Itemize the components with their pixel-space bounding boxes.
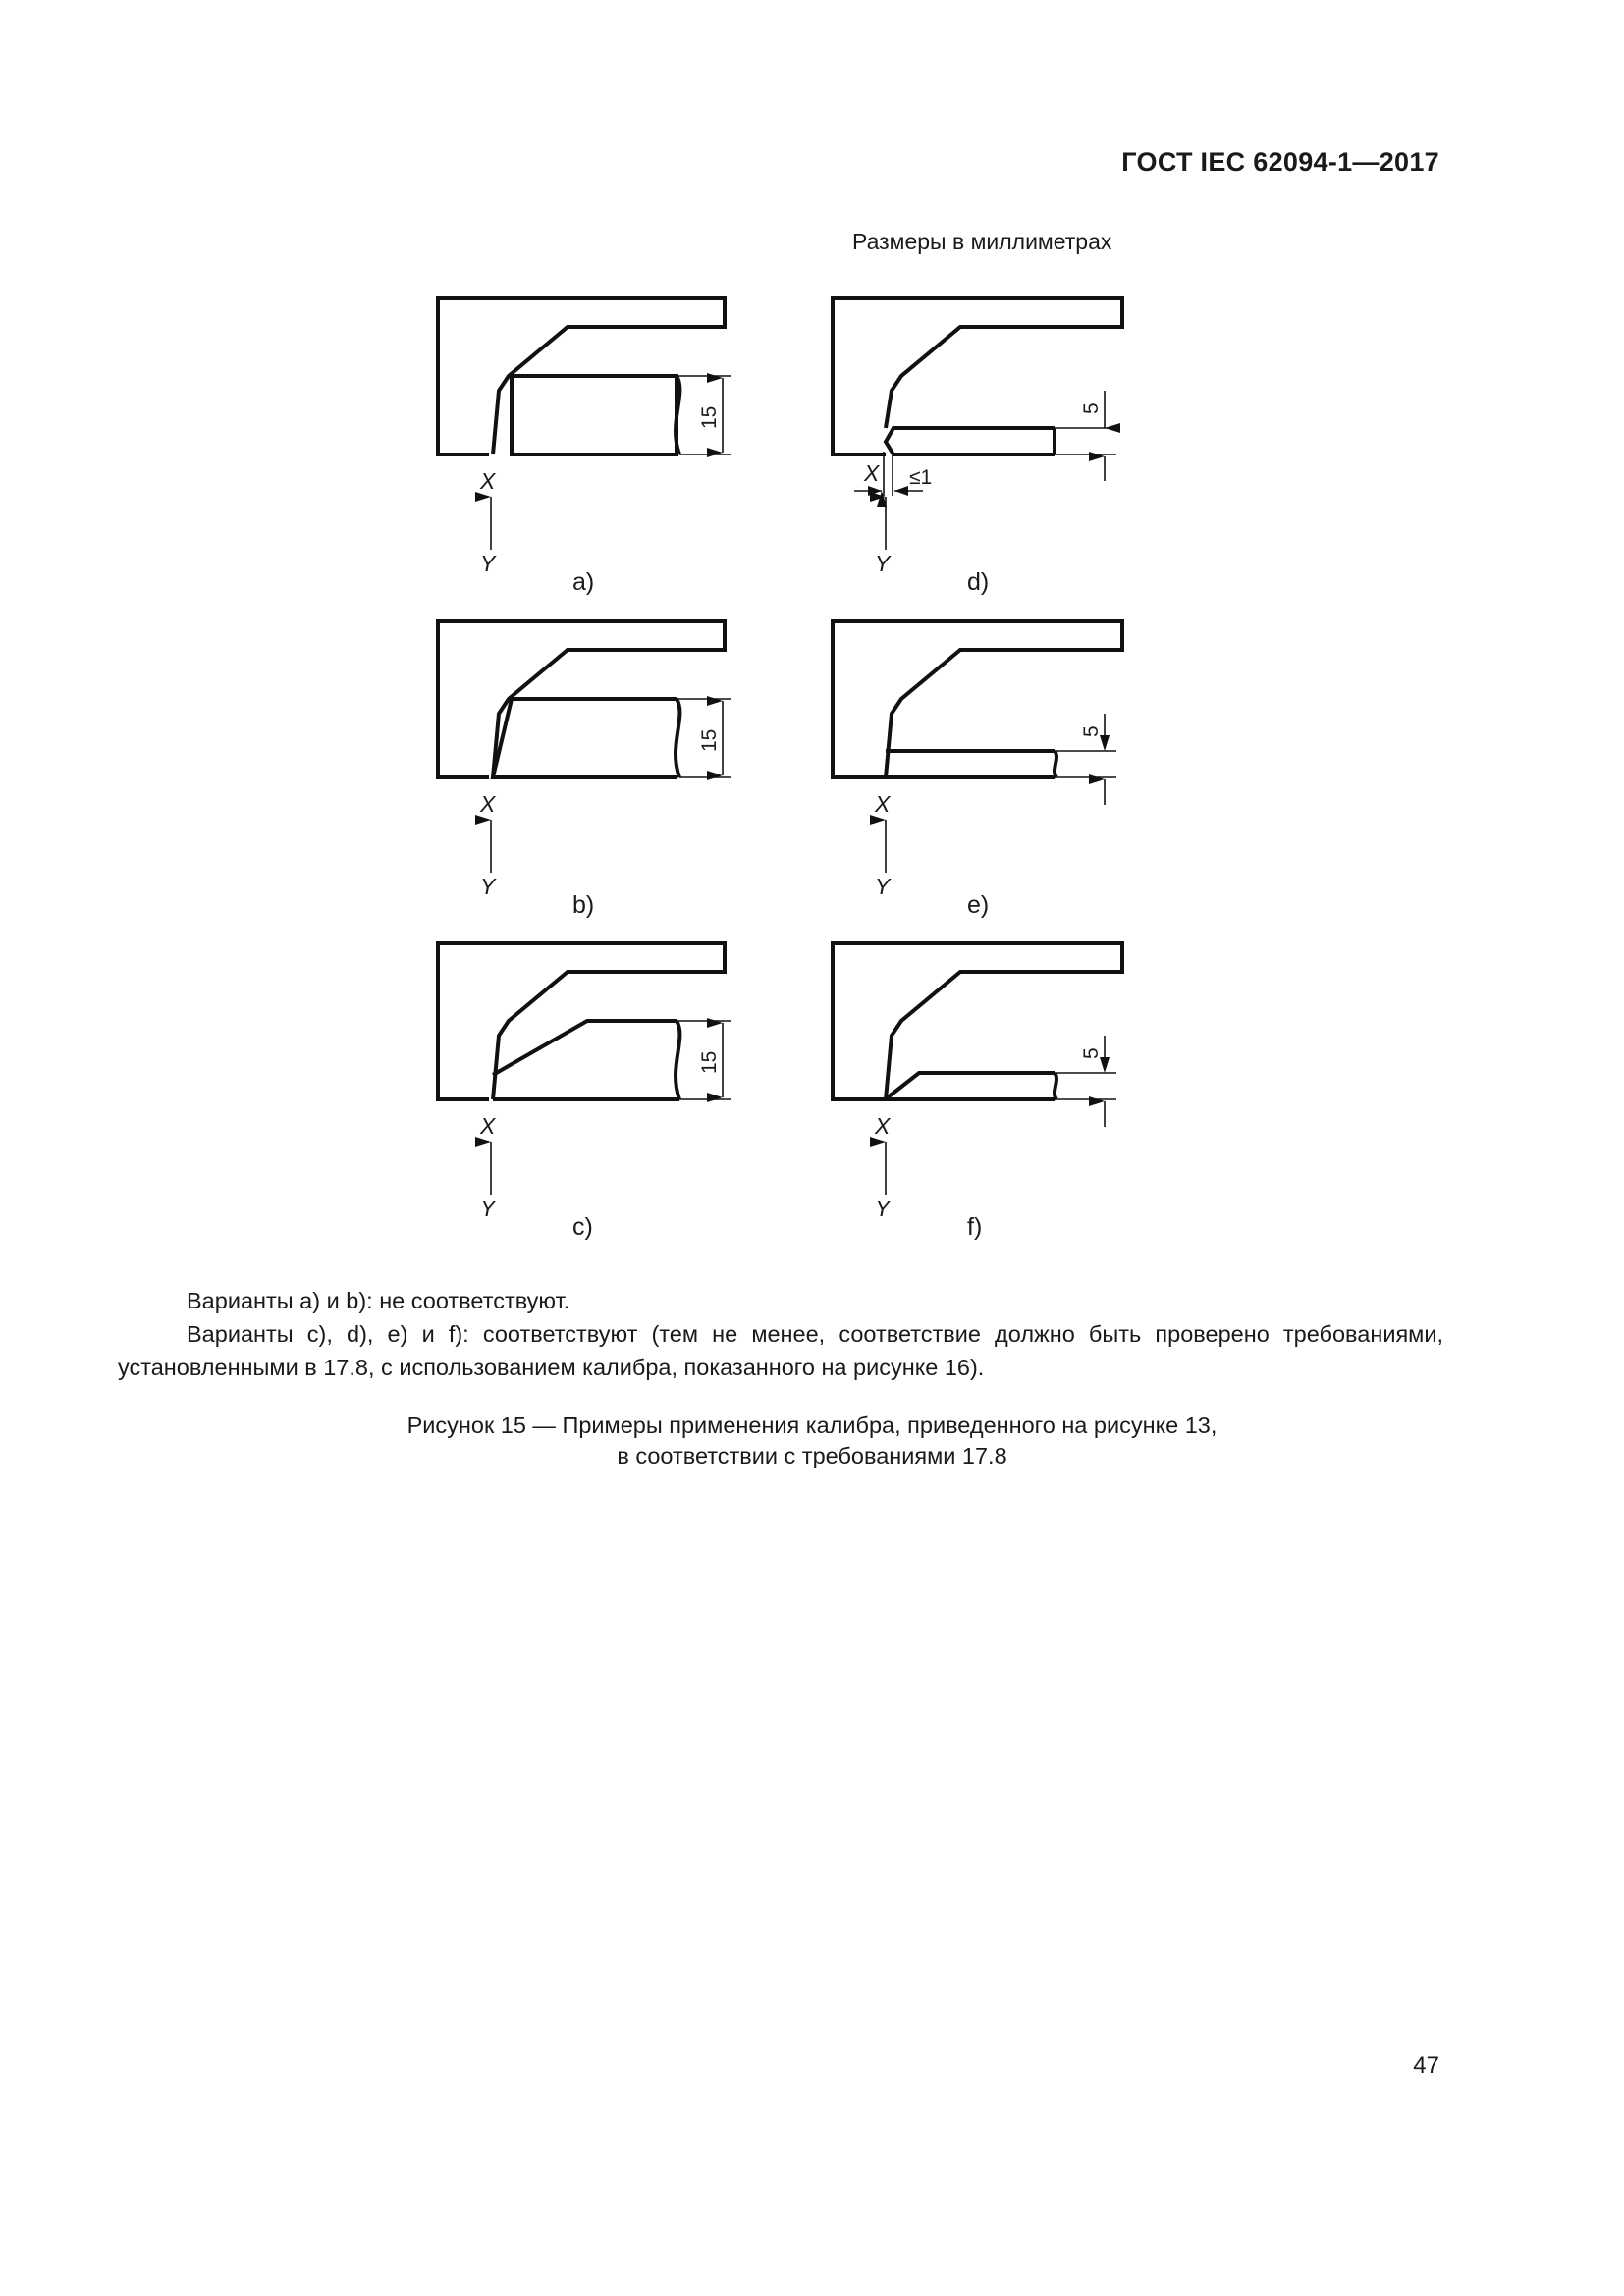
dimension-f: 5 xyxy=(1080,1047,1103,1059)
dimension-a: 15 xyxy=(698,405,721,429)
axis-x-c: X xyxy=(480,1113,496,1139)
probe-end-wave-c xyxy=(676,1021,679,1099)
panel-d xyxy=(833,298,1122,596)
axis-y-b: Y xyxy=(480,874,496,899)
panel-b xyxy=(438,621,731,919)
panel-label-e: e) xyxy=(967,891,990,919)
panel-label-a: a) xyxy=(572,568,595,596)
panel-label-b: b) xyxy=(572,891,595,919)
panel-c xyxy=(438,943,731,1241)
probe-b xyxy=(493,699,677,777)
axis-y-d: Y xyxy=(875,551,891,576)
page-number: 47 xyxy=(1413,2053,1439,2079)
axis-x-a: X xyxy=(480,468,496,494)
panel-label-c: c) xyxy=(572,1213,593,1241)
probe-d xyxy=(886,428,1055,454)
axis-x-b: X xyxy=(480,791,496,817)
dimension-c: 15 xyxy=(698,1050,721,1074)
panel-label-d: d) xyxy=(967,568,990,596)
axis-y-f: Y xyxy=(875,1196,891,1221)
gauge-outline-f xyxy=(833,943,1122,1099)
probe-end-wave-f xyxy=(1055,1073,1056,1099)
units-note: Размеры в миллиметрах xyxy=(852,229,1112,254)
axis-x-e: X xyxy=(875,791,891,817)
standard-header: ГОСТ IEC 62094-1—2017 xyxy=(1121,147,1439,177)
caption-line-2: в соответствии с требованиями 17.8 xyxy=(617,1443,1007,1468)
gap-d: ≤1 xyxy=(909,466,933,489)
axis-y-a: Y xyxy=(480,551,496,576)
paragraph-nonconforming: Варианты a) и b): не соответствуют. xyxy=(187,1288,570,1313)
axis-x-f: X xyxy=(875,1113,891,1139)
probe-end-wave-b xyxy=(676,699,679,777)
paragraph-conforming: Варианты c), d), e) и f): соответствуют (тем не менее, соответствие должно быть проверено требованиями, установленными в 17.8, с использованием калибра, показанного на рисунке 16). xyxy=(118,1321,1443,1380)
axis-y-c: Y xyxy=(480,1196,496,1221)
gauge-outline-d xyxy=(833,298,1122,454)
probe-f xyxy=(886,1073,1055,1099)
axis-y-e: Y xyxy=(875,874,891,899)
panel-e xyxy=(833,621,1122,919)
dimension-b: 15 xyxy=(698,728,721,752)
gauge-outline-e xyxy=(833,621,1122,777)
dimension-e: 5 xyxy=(1080,725,1103,737)
panel-label-f: f) xyxy=(967,1213,983,1241)
panel-a xyxy=(438,298,731,596)
probe-a xyxy=(512,376,677,454)
panel-f xyxy=(833,943,1122,1241)
caption-line-1: Рисунок 15 — Примеры применения калибра, приведенного на рисунке 13, xyxy=(406,1413,1218,1438)
probe-end-wave-e xyxy=(1055,751,1056,777)
probe-e xyxy=(886,751,1055,777)
probe-c xyxy=(493,1021,677,1075)
dimension-d: 5 xyxy=(1080,402,1103,414)
figure-caption xyxy=(0,1411,1624,1471)
axis-x-d: X xyxy=(864,460,880,486)
